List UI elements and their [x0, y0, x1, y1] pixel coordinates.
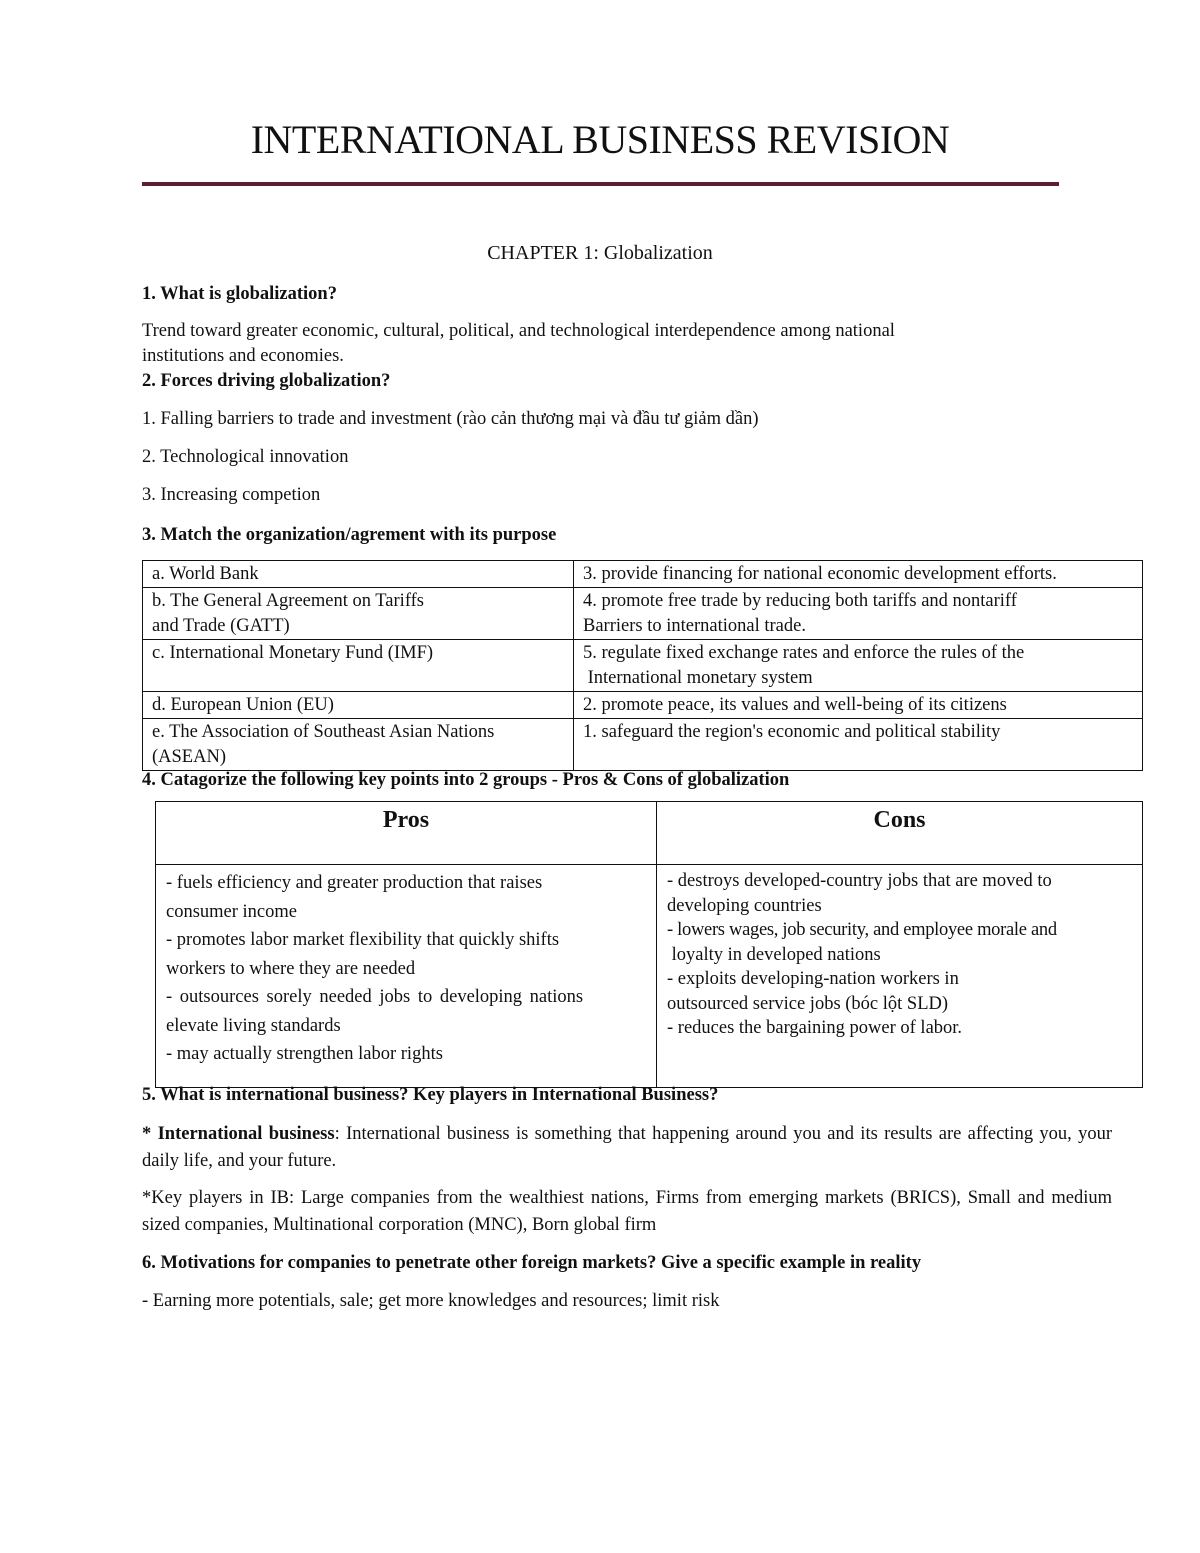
org-cell: [143, 561, 574, 588]
pros-line: - promotes labor market flexibility that quickly shifts: [166, 930, 560, 950]
q3-heading: 3. Match the organization/agrement with its purpose: [142, 525, 557, 545]
cons-line: - reduces the bargaining power of labor.: [667, 1018, 963, 1038]
ib-label: International business: [157, 1124, 335, 1144]
q1-answer-line: Trend toward greater economic, cultural, political, and technological interdependence among national: [142, 321, 895, 341]
cons-cell: [657, 865, 1143, 1088]
cell-line: 5. regulate fixed exchange rates and enforce the rules of the: [583, 643, 1025, 663]
q6-answer: - Earning more potentials, sale; get more knowledges and resources; limit risk: [142, 1291, 720, 1311]
q2-item: 3. Increasing competion: [142, 485, 321, 505]
cons-header: Cons: [657, 802, 1143, 865]
document-title: INTERNATIONAL BUSINESS REVISION: [250, 117, 950, 162]
cell-line: 4. promote free trade by reducing both tariffs and nontariff: [583, 591, 1017, 611]
purpose-cell: [574, 640, 1143, 692]
cons-line: - exploits developing-nation workers in: [667, 969, 959, 989]
purpose-cell: [574, 561, 1143, 588]
pros-line: - fuels efficiency and greater production that raises: [166, 873, 543, 893]
org-cell: [143, 692, 574, 719]
purpose-cell: [574, 719, 1143, 771]
table-row: [143, 561, 1143, 588]
ib-text: : International business is something that happening around you and its results are affecting you, your daily life, and your future.: [142, 1124, 1113, 1171]
pros-cons-table: [155, 801, 1143, 1088]
cell-line: c. International Monetary Fund (IMF): [152, 643, 434, 663]
title-divider: [142, 182, 1059, 186]
cell-line: 3. provide financing for national economic development efforts.: [583, 564, 1057, 584]
purpose-cell: [574, 588, 1143, 640]
q5-key-players: *Key players in IB: Large companies from the wealthiest nations, Firms from emerging markets (BRICS), Small and medium sized companies, Multinational corporation (MNC), Born global firm: [142, 1188, 1112, 1235]
q4-heading: 4. Catagorize the following key points into 2 groups - Pros & Cons of globalization: [142, 770, 790, 790]
table-row: [143, 640, 1143, 692]
cell-line: 1. safeguard the region's economic and political stability: [583, 722, 1001, 742]
q5-ib-definition: [142, 1121, 1112, 1175]
q5-heading: 5. What is international business? Key players in International Business?: [142, 1085, 719, 1105]
q2-heading: 2. Forces driving globalization?: [142, 371, 391, 391]
chapter-heading: CHAPTER 1: Globalization: [487, 242, 713, 264]
purpose-cell: [574, 692, 1143, 719]
match-table: [142, 560, 1143, 771]
cell-line: a. World Bank: [152, 564, 259, 584]
cell-line: 2. promote peace, its values and well-being of its citizens: [583, 695, 1007, 715]
cell-line: International monetary system: [583, 668, 813, 688]
cell-line: (ASEAN): [152, 747, 226, 767]
pros-line: consumer income: [166, 901, 297, 922]
table-header-row: [156, 802, 1143, 865]
org-cell: [143, 719, 574, 771]
cons-line: - destroys developed-country jobs that are moved to: [667, 871, 1052, 891]
cell-line: and Trade (GATT): [152, 616, 290, 636]
cons-line: developing countries: [667, 895, 822, 916]
pros-line: - may actually strengthen labor rights: [166, 1044, 443, 1064]
q1-answer: [142, 319, 1062, 369]
cell-line: e. The Association of Southeast Asian Nations: [152, 722, 495, 742]
q1-heading: 1. What is globalization?: [142, 284, 337, 304]
pros-line: - outsources sorely needed jobs to developing nations: [166, 987, 584, 1007]
q2-item: 2. Technological innovation: [142, 447, 349, 467]
pros-header: Pros: [156, 802, 657, 865]
pros-line: elevate living standards: [166, 1015, 341, 1036]
q6-heading: 6. Motivations for companies to penetrate other foreign markets? Give a specific example in reality: [142, 1253, 922, 1273]
cons-line: outsourced service jobs (bóc lột SLD): [667, 993, 949, 1014]
cons-line: loyalty in developed nations: [667, 944, 881, 965]
cons-line: - lowers wages, job security, and employee morale and: [667, 920, 1057, 940]
org-cell: [143, 588, 574, 640]
pros-line: workers to where they are needed: [166, 958, 416, 979]
pros-cell: [156, 865, 657, 1088]
table-row: [156, 865, 1143, 1088]
table-row: [143, 692, 1143, 719]
table-row: [143, 588, 1143, 640]
table-row: [143, 719, 1143, 771]
cell-line: Barriers to international trade.: [583, 616, 806, 636]
q2-item: 1. Falling barriers to trade and investment (rào cản thương mại và đầu tư giảm dần): [142, 409, 759, 429]
org-cell: [143, 640, 574, 692]
cell-line: b. The General Agreement on Tariffs: [152, 591, 425, 611]
ib-star: *: [142, 1124, 158, 1144]
cell-line: d. European Union (EU): [152, 695, 334, 715]
q1-answer-line: institutions and economies.: [142, 346, 344, 366]
